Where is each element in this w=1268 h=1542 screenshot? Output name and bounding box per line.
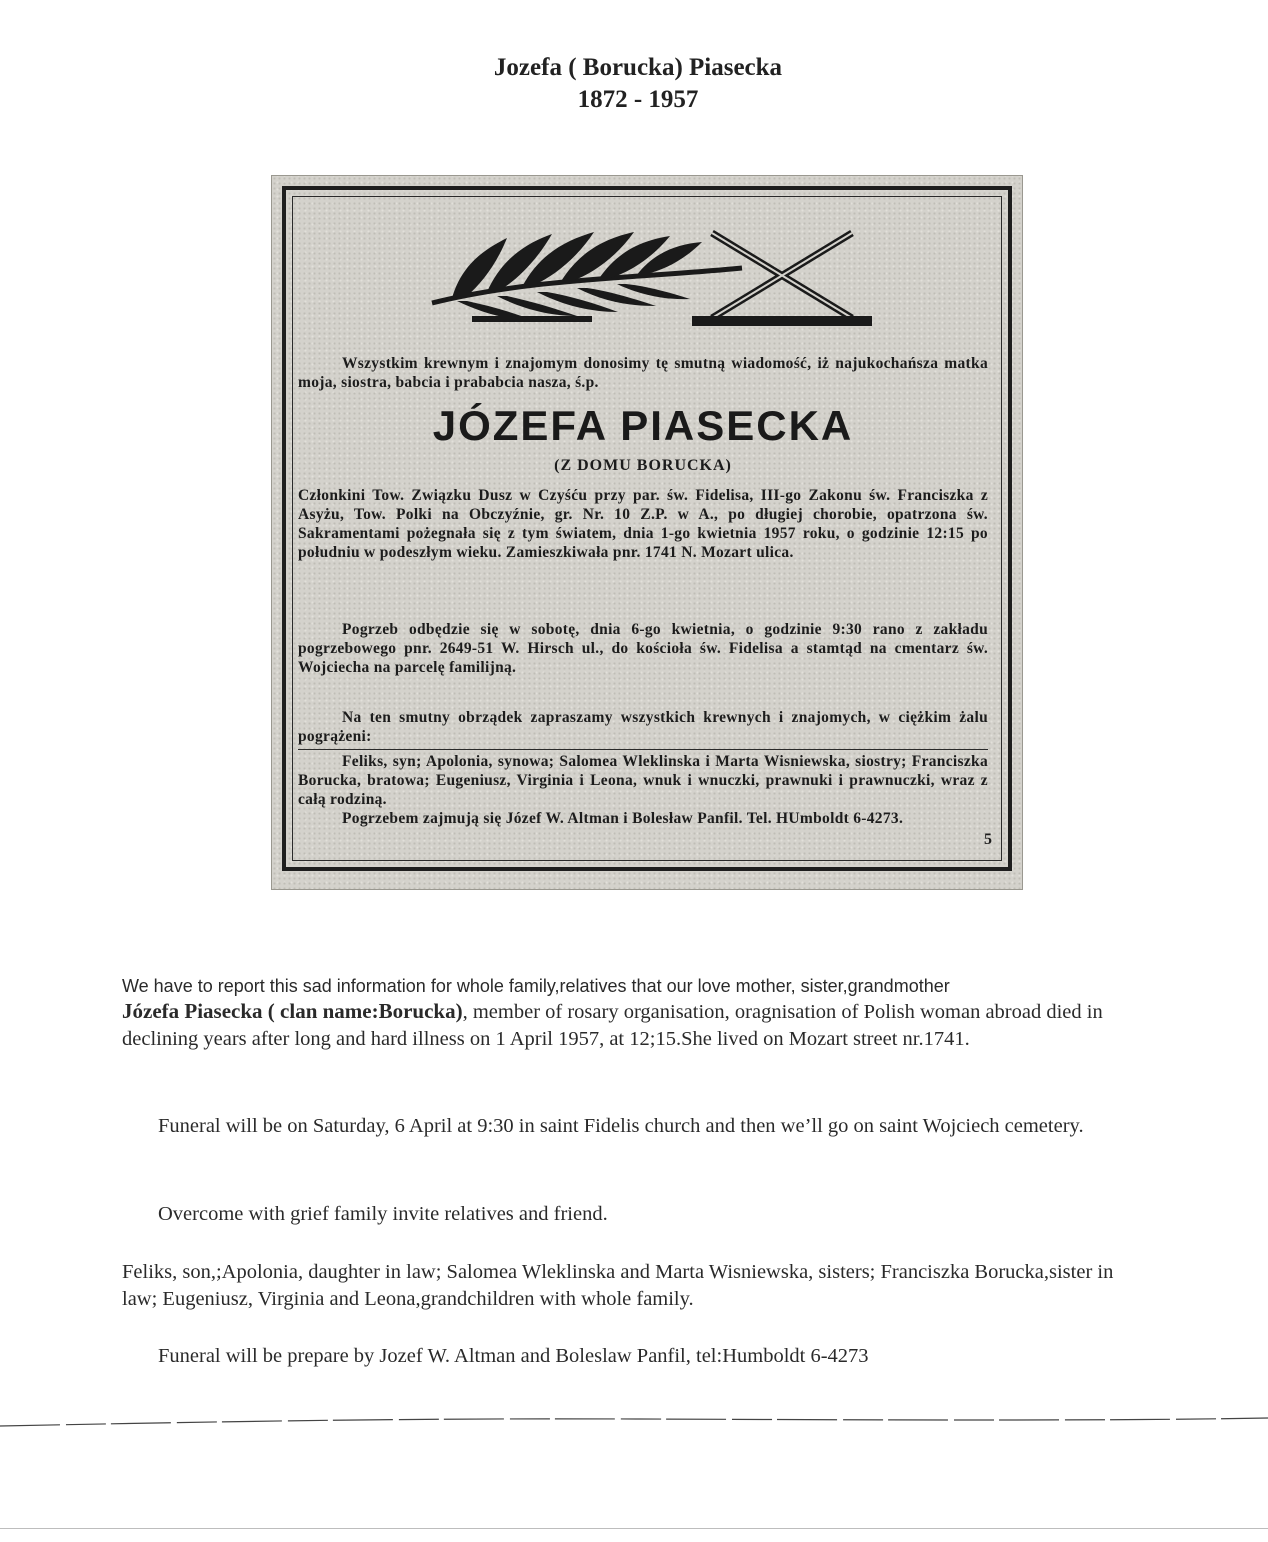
clipping-name: JÓZEFA PIASECKA bbox=[432, 402, 854, 449]
clipping-paragraph: Pogrzebem zajmują się Józef W. Altman i Bolesław Panfil. Tel. HUmboldt 6-4273. bbox=[342, 810, 904, 827]
clipping-paragraph: Feliks, syn; Apolonia, synowa; Salomea Wleklinska i Marta Wisniewska, siostry; Franciszka Borucka, bratowa; Eugeniusz, Virginia i Leona, wnuk i wnuczki, prawnuki i prawnuczki, wraz z całą rodziną. bbox=[298, 753, 988, 808]
clipping-divider bbox=[298, 749, 988, 750]
translation-intro: We have to report this sad information for whole family,relatives that our love mother, sister,grandmother bbox=[122, 976, 950, 996]
clipping-paragraph: Członkini Tow. Związku Dusz w Czyśću przy par. św. Fidelisa, III-go Zakonu św. Franciszka z Asyżu, Tow. Polki na Obczyźnie, gr. Nr. 10 Z.P. w A., po długiej chorobie, opatrzona św. Sakramentami pożegnała się z tym światem, dnia 1-go kwietnia 1957 roku, o godzinie 12:15 po południu w podeszłym wieku. Zamieszkiwała pnr. 1741 N. Mozart ulica. bbox=[298, 487, 988, 561]
clipping-paragraph: Na ten smutny obrządek zapraszamy wszystkich krewnych i znajomych, w ciężkim żalu pogrążeni: bbox=[298, 709, 988, 745]
obituary-clipping bbox=[272, 176, 1022, 889]
translation-paragraph: Feliks, son,;Apolonia, daughter in law; Salomea Wleklinska and Marta Wisniewska, sisters; Franciszka Borucka,sister in law; Eugeniusz, Virginia and Leona,grandchildren with whole family. bbox=[122, 1261, 1114, 1310]
translation-name: Józefa Piasecka ( clan name:Borucka) bbox=[122, 999, 463, 1023]
page-title: Jozefa ( Borucka) Piasecka bbox=[493, 54, 783, 81]
translation-paragraph: Funeral will be on Saturday, 6 April at 9:30 in saint Fidelis church and then we’ll go on saint Wojciech cemetery. bbox=[158, 1115, 1084, 1137]
clipping-paragraph: Pogrzeb odbędzie się w sobotę, dnia 6-go kwietnia, o godzinie 9:30 rano z zakładu pogrzebowego pnr. 2649-51 W. Hirsch ul., do kościoła św. Fidelisa a stamtąd na cmentarz św. Wojciecha na parcelę familijną. bbox=[298, 621, 988, 676]
page-header bbox=[0, 52, 1268, 116]
scan-edge-line bbox=[0, 1528, 1268, 1529]
translation-paragraph: Józefa Piasecka ( clan name:Borucka), member of rosary organisation, oragnisation of Polish woman abroad died in declining years after long and hard illness on 1 April 1957, at 12;15.She lived on Mozart street nr.1741. bbox=[122, 999, 1103, 1050]
translation-paragraph: Funeral will be prepare by Jozef W. Altman and Boleslaw Panfil, tel:Humboldt 6-4273 bbox=[158, 1345, 869, 1367]
clipping-number: 5 bbox=[984, 831, 992, 848]
clipping-intro: Wszystkim krewnym i znajomym donosimy tę smutną wiadomość, iż najukochańsza matka moja, siostra, babcia i prababcia nasza, ś.p. bbox=[298, 355, 988, 391]
page-years: 1872 - 1957 bbox=[577, 86, 699, 113]
palm-branch-and-cross-icon bbox=[412, 208, 872, 338]
translation-paragraph: Overcome with grief family invite relatives and friend. bbox=[158, 1203, 608, 1225]
clipping-maiden-name: (Z DOMU BORUCKA) bbox=[554, 457, 732, 474]
divider-line bbox=[0, 1412, 1268, 1432]
